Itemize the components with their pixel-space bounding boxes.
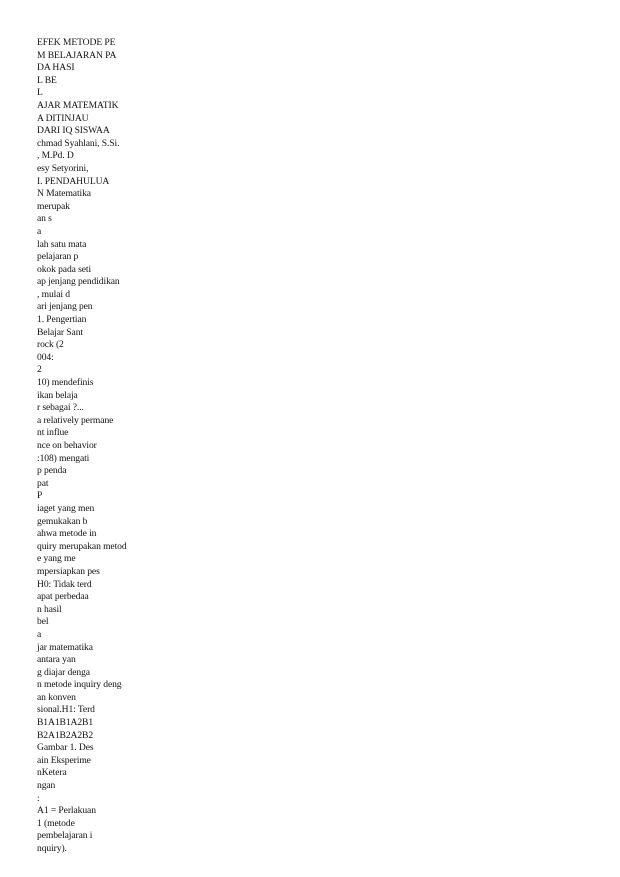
text-line: bel: [37, 616, 49, 628]
text-line: 1 (metode: [37, 817, 75, 829]
text-line: M BELAJARAN PA: [37, 49, 117, 61]
text-line: P: [37, 490, 43, 502]
text-line: ngan: [37, 780, 56, 792]
text-line: rock (2: [37, 339, 64, 351]
text-line: ari jenjang pen: [37, 301, 93, 313]
text-line: Belajar Sant: [37, 326, 83, 338]
text-line: nce on behavior: [37, 440, 97, 451]
text-line: B2A1B2A2B2: [37, 729, 94, 741]
text-line: AJAR MATEMATIK: [37, 99, 119, 111]
text-line: g diajar denga: [37, 666, 90, 678]
text-line: 1. Pengertian: [37, 314, 87, 326]
text-line: sional.H1: Terd: [37, 704, 95, 716]
text-line: nquiry).: [37, 843, 67, 854]
text-line: e yang me: [37, 553, 76, 565]
text-line: L BE: [37, 74, 57, 86]
text-line: esy Setyorini,: [37, 162, 89, 174]
text-line: pelajaran p: [37, 251, 79, 263]
text-line: ahwa metode in: [37, 528, 97, 540]
text-line: ain Eksperime: [37, 754, 91, 766]
text-line: A1 = Perlakuan: [37, 805, 96, 817]
text-line: mpersiapkan pes: [37, 565, 100, 577]
text-line: Gambar 1. Des: [37, 742, 94, 754]
text-line: a: [37, 225, 42, 237]
text-line: gemukakan b: [37, 515, 88, 527]
text-line: p penda: [37, 465, 67, 477]
text-line: 004:: [37, 351, 54, 363]
text-line: pat: [37, 477, 49, 489]
text-line: apat perbedaa: [37, 591, 89, 603]
text-line: iaget yang men: [37, 502, 95, 514]
text-line: L: [37, 87, 43, 99]
text-line: antara yan: [37, 654, 76, 666]
text-line: B1A1B1A2B1: [37, 717, 94, 729]
text-line: an konven: [37, 691, 76, 703]
text-line: N Matematika: [37, 188, 91, 200]
text-line: DA HASI: [37, 62, 75, 74]
document-text-column: [37, 37, 177, 856]
text-line: quiry merupakan metod: [37, 540, 127, 552]
text-line: H0: Tidak terd: [37, 578, 92, 590]
text-line: ap jenjang pendidikan: [37, 276, 120, 288]
text-line: :108) mengati: [37, 452, 90, 464]
text-line: okok pada seti: [37, 263, 92, 275]
text-line: A DITINJAU: [37, 112, 89, 124]
text-line: EFEK METODE PE: [37, 37, 116, 48]
text-line: jar matematika: [37, 641, 93, 653]
text-line: I. PENDAHULUA: [37, 175, 110, 187]
text-line: nt influe: [37, 427, 69, 439]
text-line: DARI IQ SISWAA: [37, 125, 110, 137]
text-line: , mulai d: [37, 288, 70, 300]
text-line: ikan belaja: [37, 389, 78, 401]
text-line: a relatively permane: [37, 414, 114, 426]
text-line: r sebagai ?...: [37, 402, 84, 414]
text-line: lah satu mata: [37, 238, 87, 250]
text-line: merupak: [37, 200, 70, 212]
text-line: chmad Syahlani, S.Si.: [37, 137, 120, 149]
text-line: nKetera: [37, 767, 67, 779]
text-line: 2: [37, 364, 42, 376]
text-line: n hasil: [37, 603, 62, 615]
text-line: n metode inquiry deng: [37, 679, 122, 691]
text-line: , M.Pd. D: [37, 150, 74, 162]
text-line: :: [37, 792, 40, 804]
text-line: pembelajaran i: [37, 830, 93, 842]
text-line: an s: [37, 213, 52, 225]
text-line: a: [37, 628, 42, 640]
text-line: 10) mendefinis: [37, 377, 94, 389]
